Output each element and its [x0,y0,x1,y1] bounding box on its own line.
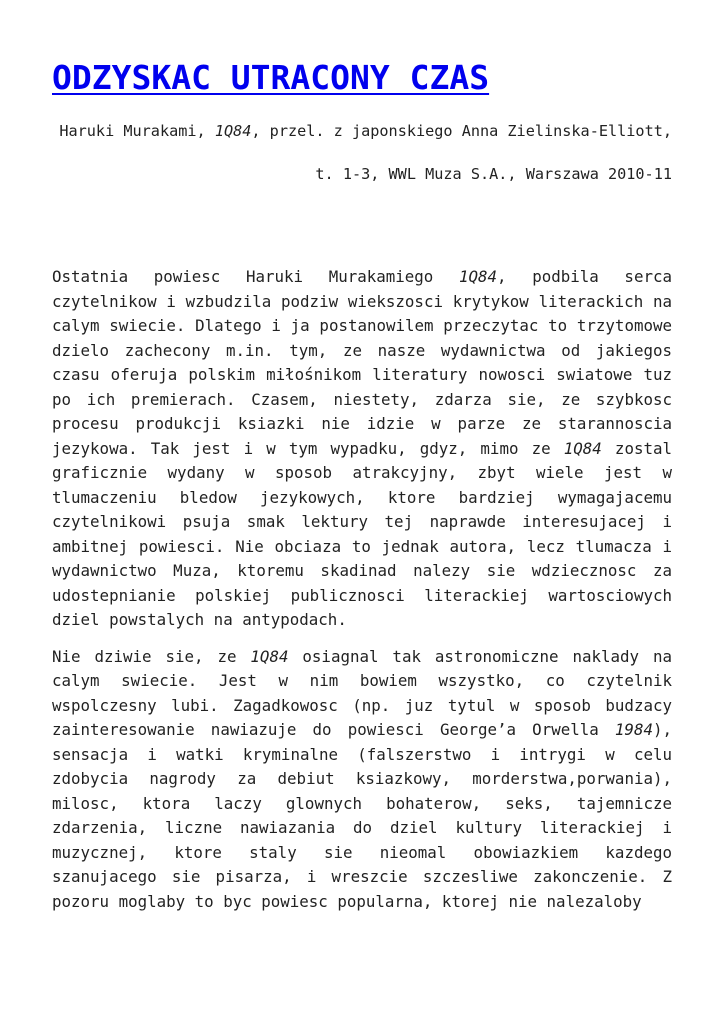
paragraph-1 [52,265,672,633]
article-title-link[interactable]: ODZYSKAC UTRACONY CZAS [52,58,490,97]
book-author: Haruki Murakami, [59,122,215,140]
paragraph-2-text-c: ), sensacja i watki kryminalne (falszerstwo i intrygi w celu zdobycia nagrody za debiut ksiazkowy, morderstwa,porwania), milosc, ktora laczy glownych bohaterow, seks, tajemnicze zdarzenia, liczne nawiazania do dziel kultury literackiej i muzycznej, ktore staly sie nieomal obowiazkiem kazdego szanujacego sie pisarza, i wreszcie szczesliwe zakonczenie. Z pozoru moglaby to byc powiesc popularna, ktorej nie nalezaloby [52,720,672,911]
article-body [52,265,672,926]
book-info [52,120,672,186]
paragraph-2-book-title-b: 1984 [614,720,653,739]
paragraph-1-book-title-b: 1Q84 [563,438,602,458]
paragraph-1-text-c: zostal graficznie wydany w sposob atrakcyjny, zbyt wiele jest w tlumaczeniu bledow jezykowych, ktore bardziej wymagajacemu czytelnikowi psuja smak lektury tej naprawde interesujacej i ambitnej powiesci. Nie obciaza to jednak autora, lecz tlumacza i wydawnictwo Muza, ktoremu skadinad nalezy sie wdziecznosc za udostepnianie polskiej publicznosci literackiej wartosciowych dziel powstalych na antypodach. [52,438,672,629]
paragraph-1-text-b: , podbila serca czytelnikow i wzbudzila podziw wiekszosci krytykow literackich na calym swiecie. Dlatego i ja postanowilem przeczytac to trzytomowe dzielo zachecony m.in. tym, ze nasze wydawnictwa od jakiegos czasu oferuja polskim miłośnikom literatury nowosci swiatowe tuz po ich premierach. Czasem, niestety, zdarza sie, ze szybkosc procesu produkcji ksiazki nie idzie w parze ze starannoscia jezykowa. Tak jest i w tym wypadku, gdyz, mimo ze [52,267,672,458]
paragraph-2-book-title-a: 1Q84 [250,646,289,666]
book-translator: , przel. z japonskiego Anna Zielinska-Elliott, [251,122,672,140]
paragraph-1-book-title-a: 1Q84 [458,267,498,286]
paragraph-1-text-a: Ostatnia powiesc Haruki Murakamiego [52,267,459,286]
paragraph-2-text-a: Nie dziwie sie, ze [52,646,251,666]
paragraph-2 [52,645,672,915]
book-credits [52,120,672,143]
book-publisher: t. 1-3, WWL Muza S.A., Warszawa 2010-11 [315,165,672,183]
book-title: 1Q84 [214,122,252,140]
paragraph-2-text-b: osiagnal tak astronomiczne naklady na calym swiecie. Jest w nim bowiem wszystko, co czytelnik wspolczesny lubi. Zagadkowosc (np. juz tytul w sposob budzacy zainteresowanie nawiazuje do powiesci George’a Orwella [52,646,673,739]
